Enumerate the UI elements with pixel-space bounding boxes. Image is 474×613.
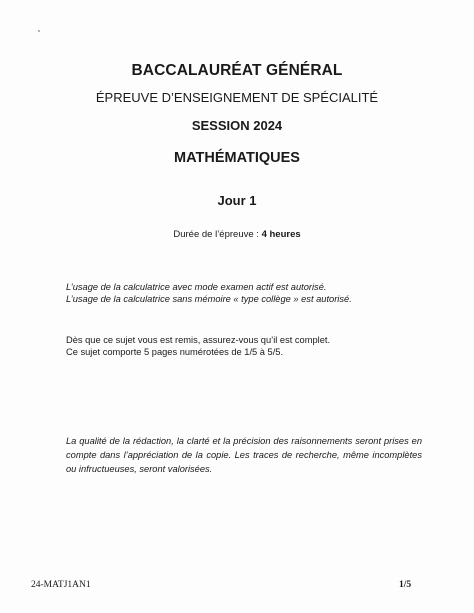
exam-session: SESSION 2024: [191, 118, 283, 133]
instruction-line: Dès que ce sujet vous est remis, assurez-vous qu’il est complet.: [66, 335, 331, 345]
quality-note: La qualité de la rédaction, la clarté et la précision des raisonnements seront prises en compte dans l’appréciation de la copie. Les traces de recherche, même incomplètes ou infructueuses, seront valorisées.: [66, 436, 422, 474]
calculator-rule: L’usage de la calculatrice avec mode examen actif est autorisé.: [66, 282, 327, 292]
duration-label: Durée de l’épreuve :: [173, 229, 262, 240]
exam-subtitle: ÉPREUVE D’ENSEIGNEMENT DE SPÉCIALITÉ: [95, 90, 379, 105]
footer-page-number: 1/5: [399, 580, 412, 590]
footer-code: 24-MATJ1AN1: [31, 580, 91, 590]
calculator-rule: L’usage de la calculatrice sans mémoire « type collège » est autorisé.: [66, 294, 352, 304]
duration-value: 4 heures: [261, 229, 301, 240]
exam-title: BACCALAURÉAT GÉNÉRAL: [131, 62, 343, 79]
instructions: [66, 334, 426, 358]
instruction-line: Ce sujet comporte 5 pages numérotées de 1/5 à 5/5.: [66, 347, 284, 357]
scan-speck: [38, 30, 40, 32]
calculator-rules: [66, 281, 426, 305]
exam-subject: MATHÉMATIQUES: [174, 150, 300, 166]
exam-duration: [0, 229, 474, 240]
exam-day: Jour 1: [217, 193, 257, 208]
